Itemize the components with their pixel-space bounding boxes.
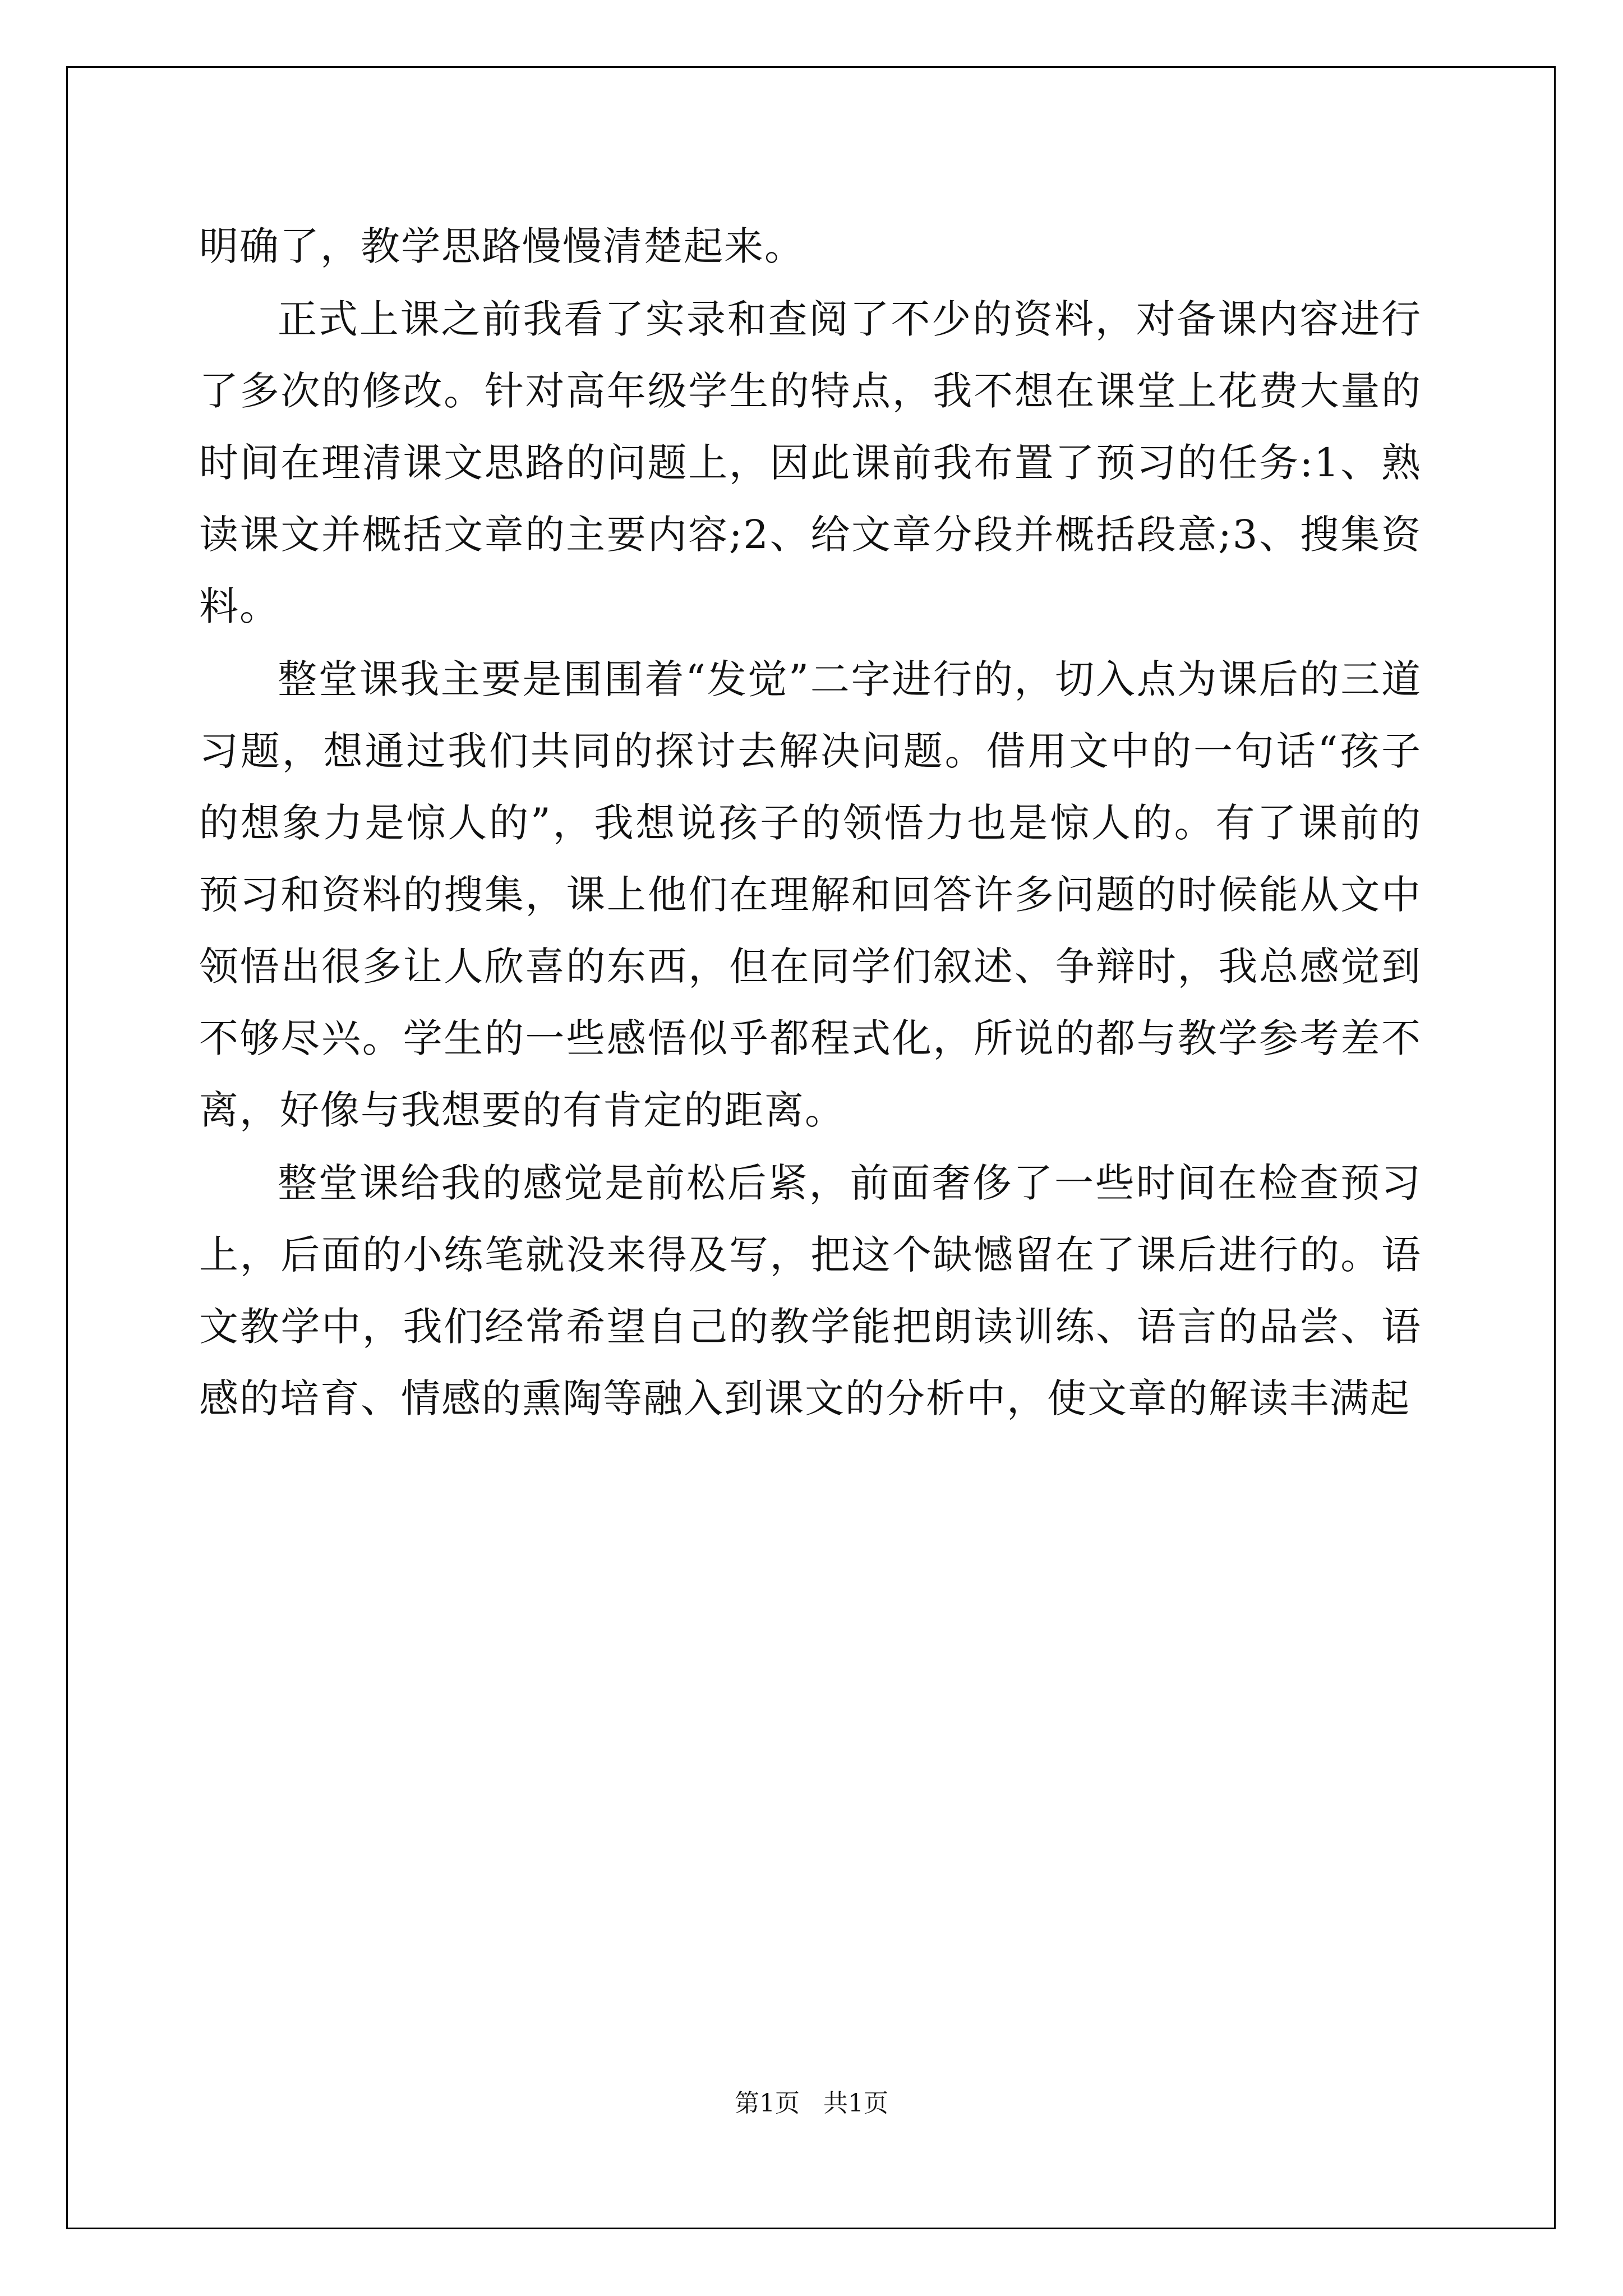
document-body: [199, 210, 1422, 1435]
paragraph-4: 整堂课给我的感觉是前松后紧，前面奢侈了一些时间在检查预习上，后面的小练笔就没来得及写，把这个缺憾留在了课后进行的。语文教学中，我们经常希望自己的教学能把朗读训练、语言的品尝、语感的培育、情感的熏陶等融入到课文的分析中，使文章的解读丰满起: [199, 1160, 1422, 1421]
page-footer: [0, 2087, 1623, 2120]
paragraph-1: 明确了，教学思路慢慢清楚起来。: [199, 223, 805, 269]
page-number: 第1页: [735, 2089, 800, 2118]
page-total: 共1页: [823, 2089, 888, 2118]
paragraph-2: 正式上课之前我看了实录和查阅了不少的资料，对备课内容进行了多次的修改。针对高年级学生的特点，我不想在课堂上花费大量的时间在理清课文思路的问题上，因此课前我布置了预习的任务:1、熟读课文并概括文章的主要内容;2、给文章分段并概括段意;3、搜集资料。: [199, 296, 1422, 629]
paragraph-3: 整堂课我主要是围围着“发觉”二字进行的，切入点为课后的三道习题，想通过我们共同的探讨去解决问题。借用文中的一句话“孩子的想象力是惊人的”，我想说孩子的领悟力也是惊人的。有了课前的预习和资料的搜集，课上他们在理解和回答许多问题的时候能从文中领悟出很多让人欣喜的东西，但在同学们叙述、争辩时，我总感觉到不够尽兴。学生的一些感悟似乎都程式化，所说的都与教学参考差不离，好像与我想要的有肯定的距离。: [199, 656, 1422, 1133]
